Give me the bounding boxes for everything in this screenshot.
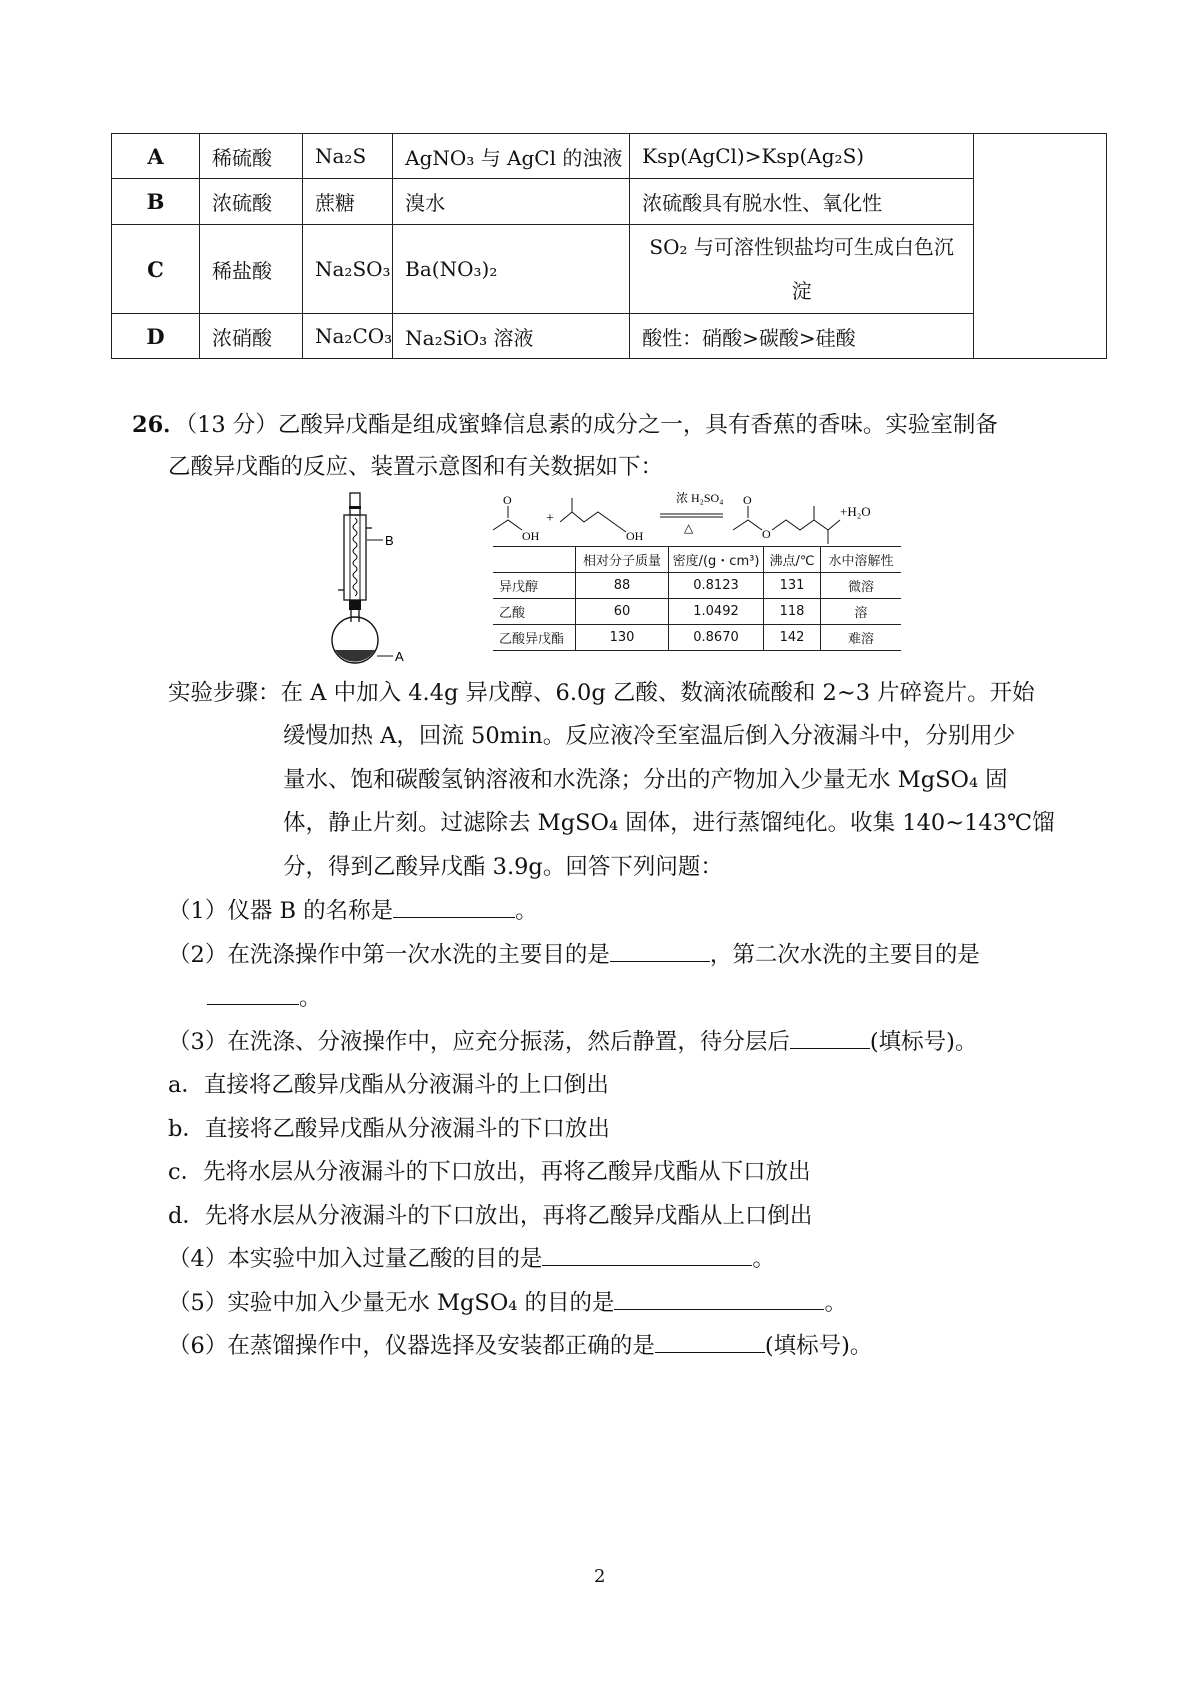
cell: Na₂SO₃ bbox=[303, 225, 393, 314]
q3-end: (填标号)。 bbox=[869, 1029, 978, 1055]
subquestion-5 bbox=[168, 1292, 847, 1315]
steps-line-1 bbox=[168, 682, 1035, 705]
q6-end: (填标号)。 bbox=[764, 1333, 873, 1359]
cell: 142 bbox=[764, 625, 821, 651]
subquestion-2 bbox=[168, 944, 980, 967]
q4-text: （4）本实验中加入过量乙酸的目的是 bbox=[168, 1246, 543, 1272]
cell: 浓硫酸具有脱水性、氧化性 bbox=[630, 179, 974, 225]
header-cell: 密度/(g・cm³) bbox=[669, 547, 764, 573]
q2-text: （2）在洗涤操作中第一次水洗的主要目的是 bbox=[168, 942, 610, 968]
cell: 酸性：硝酸>碳酸>硅酸 bbox=[630, 314, 974, 359]
cell: AgNO₃ 与 AgCl 的浊液 bbox=[393, 134, 630, 179]
q3-text: （3）在洗涤、分液操作中，应充分振荡，然后静置，待分层后 bbox=[168, 1029, 790, 1055]
cell: 稀盐酸 bbox=[200, 225, 303, 314]
cell: 异戊醇 bbox=[493, 573, 576, 599]
catalyst-label: 浓 H₂SO₄ bbox=[676, 492, 724, 505]
q1-end: 。 bbox=[515, 898, 538, 924]
hydroxyl-label: OH bbox=[626, 529, 644, 543]
cell: 溶 bbox=[821, 599, 902, 625]
cell: 微溶 bbox=[821, 573, 902, 599]
heat-symbol: △ bbox=[684, 521, 694, 535]
subquestion-4 bbox=[168, 1248, 775, 1271]
reflux-apparatus-figure bbox=[315, 490, 410, 665]
label-a: A bbox=[395, 649, 404, 664]
table-row bbox=[112, 179, 1107, 225]
answer-blank[interactable] bbox=[614, 1293, 824, 1310]
cell: 0.8670 bbox=[669, 625, 764, 651]
header-cell: 沸点/℃ bbox=[764, 547, 821, 573]
table-header-row bbox=[493, 547, 901, 573]
q4-end: 。 bbox=[752, 1246, 775, 1272]
answer-blank[interactable] bbox=[790, 1032, 870, 1049]
q6-text: （6）在蒸馏操作中，仪器选择及安装都正确的是 bbox=[168, 1333, 655, 1359]
plus-sign: + bbox=[546, 511, 554, 526]
q2-text-b: ，第二次水洗的主要目的是 bbox=[709, 942, 980, 968]
header-cell bbox=[493, 547, 576, 573]
steps-text: 在 A 中加入 4.4g 异戊醇、6.0g 乙酸、数滴浓硫酸和 2~3 片碎瓷片。开始 bbox=[280, 680, 1035, 706]
cell: 130 bbox=[576, 625, 669, 651]
question-number: 26． bbox=[132, 412, 186, 438]
cell: SO₂ 与可溶性钡盐均可生成白色沉淀 bbox=[630, 225, 974, 314]
option-d: d．先将水层从分液漏斗的下口放出，再将乙酸异戊酯从上口倒出 bbox=[168, 1203, 813, 1229]
option-c: c．先将水层从分液漏斗的下口放出，再将乙酸异戊酯从下口放出 bbox=[168, 1159, 811, 1185]
table-row bbox=[493, 573, 901, 599]
intro-text: 乙酸异戊酯是组成蜜蜂信息素的成分之一，具有香蕉的香味。实验室制备 bbox=[277, 412, 998, 438]
empty-cell bbox=[974, 134, 1107, 359]
question-intro bbox=[132, 414, 998, 437]
option-label: A bbox=[112, 134, 200, 179]
table-row bbox=[112, 134, 1107, 179]
answer-blank[interactable] bbox=[610, 945, 710, 962]
oxygen-label: O bbox=[762, 527, 771, 541]
steps-label: 实验步骤： bbox=[168, 680, 281, 706]
answer-blank[interactable] bbox=[393, 901, 515, 918]
cell: 稀硫酸 bbox=[200, 134, 303, 179]
page-number: 2 bbox=[594, 1566, 606, 1587]
steps-line-4: 体，静止片刻。过滤除去 MgSO₄ 固体，进行蒸馏纯化。收集 140~143℃馏 bbox=[283, 810, 1055, 836]
options-table bbox=[111, 133, 1107, 359]
cell: 难溶 bbox=[821, 625, 902, 651]
table-row bbox=[493, 599, 901, 625]
water-product: +H₂O bbox=[840, 504, 871, 519]
subquestion-1 bbox=[168, 900, 538, 923]
cell: 浓硝酸 bbox=[200, 314, 303, 359]
table-row bbox=[112, 225, 1107, 314]
cell: 0.8123 bbox=[669, 573, 764, 599]
q1-text: （1）仪器 B 的名称是 bbox=[168, 898, 394, 924]
header-cell: 相对分子质量 bbox=[576, 547, 669, 573]
option-label: C bbox=[112, 225, 200, 314]
cell: 浓硫酸 bbox=[200, 179, 303, 225]
cell: Ba(NO₃)₂ bbox=[393, 225, 630, 314]
cell: Ksp(AgCl)>Ksp(Ag₂S) bbox=[630, 134, 974, 179]
answer-blank[interactable] bbox=[655, 1336, 765, 1353]
option-b: b．直接将乙酸异戊酯从分液漏斗的下口放出 bbox=[168, 1116, 610, 1142]
cell: Na₂CO₃ bbox=[303, 314, 393, 359]
cell: 溴水 bbox=[393, 179, 630, 225]
q2-end: 。 bbox=[299, 985, 322, 1011]
cell: 88 bbox=[576, 573, 669, 599]
table-row bbox=[493, 625, 901, 651]
steps-line-2: 缓慢加热 A，回流 50min。反应液冷至室温后倒入分液漏斗中，分别用少 bbox=[283, 723, 1016, 749]
option-a: a．直接将乙酸异戊酯从分液漏斗的上口倒出 bbox=[168, 1072, 609, 1098]
table-row bbox=[112, 314, 1107, 359]
hydroxyl-label: OH bbox=[522, 529, 540, 543]
data-table bbox=[493, 546, 901, 651]
steps-line-5: 分，得到乙酸异戊酯 3.9g。回答下列问题： bbox=[283, 854, 723, 880]
oxygen-label: O bbox=[743, 493, 752, 507]
question-score: （13 分） bbox=[185, 412, 278, 438]
header-cell: 水中溶解性 bbox=[821, 547, 902, 573]
cell: 蔗糖 bbox=[303, 179, 393, 225]
q5-end: 。 bbox=[824, 1290, 847, 1316]
steps-line-3: 量水、饱和碳酸氢钠溶液和水洗涤；分出的产物加入少量无水 MgSO₄ 固 bbox=[283, 767, 1008, 793]
q5-text: （5）实验中加入少量无水 MgSO₄ 的目的是 bbox=[168, 1290, 615, 1316]
subquestion-2-cont bbox=[207, 987, 322, 1010]
option-label: B bbox=[112, 179, 200, 225]
intro-text-2: 乙酸异戊酯的反应、装置示意图和有关数据如下： bbox=[168, 454, 664, 480]
cell: 131 bbox=[764, 573, 821, 599]
cell: 乙酸 bbox=[493, 599, 576, 625]
reaction-equation bbox=[488, 492, 928, 544]
oxygen-label: O bbox=[503, 493, 512, 507]
answer-blank[interactable] bbox=[542, 1249, 752, 1266]
cell: 乙酸异戊酯 bbox=[493, 625, 576, 651]
label-b: B bbox=[385, 533, 394, 548]
cell: 118 bbox=[764, 599, 821, 625]
cell: Na₂S bbox=[303, 134, 393, 179]
option-label: D bbox=[112, 314, 200, 359]
answer-blank[interactable] bbox=[207, 988, 299, 1005]
cell: 1.0492 bbox=[669, 599, 764, 625]
subquestion-3 bbox=[168, 1031, 977, 1054]
cell: Na₂SiO₃ 溶液 bbox=[393, 314, 630, 359]
subquestion-6 bbox=[168, 1335, 872, 1358]
cell: 60 bbox=[576, 599, 669, 625]
